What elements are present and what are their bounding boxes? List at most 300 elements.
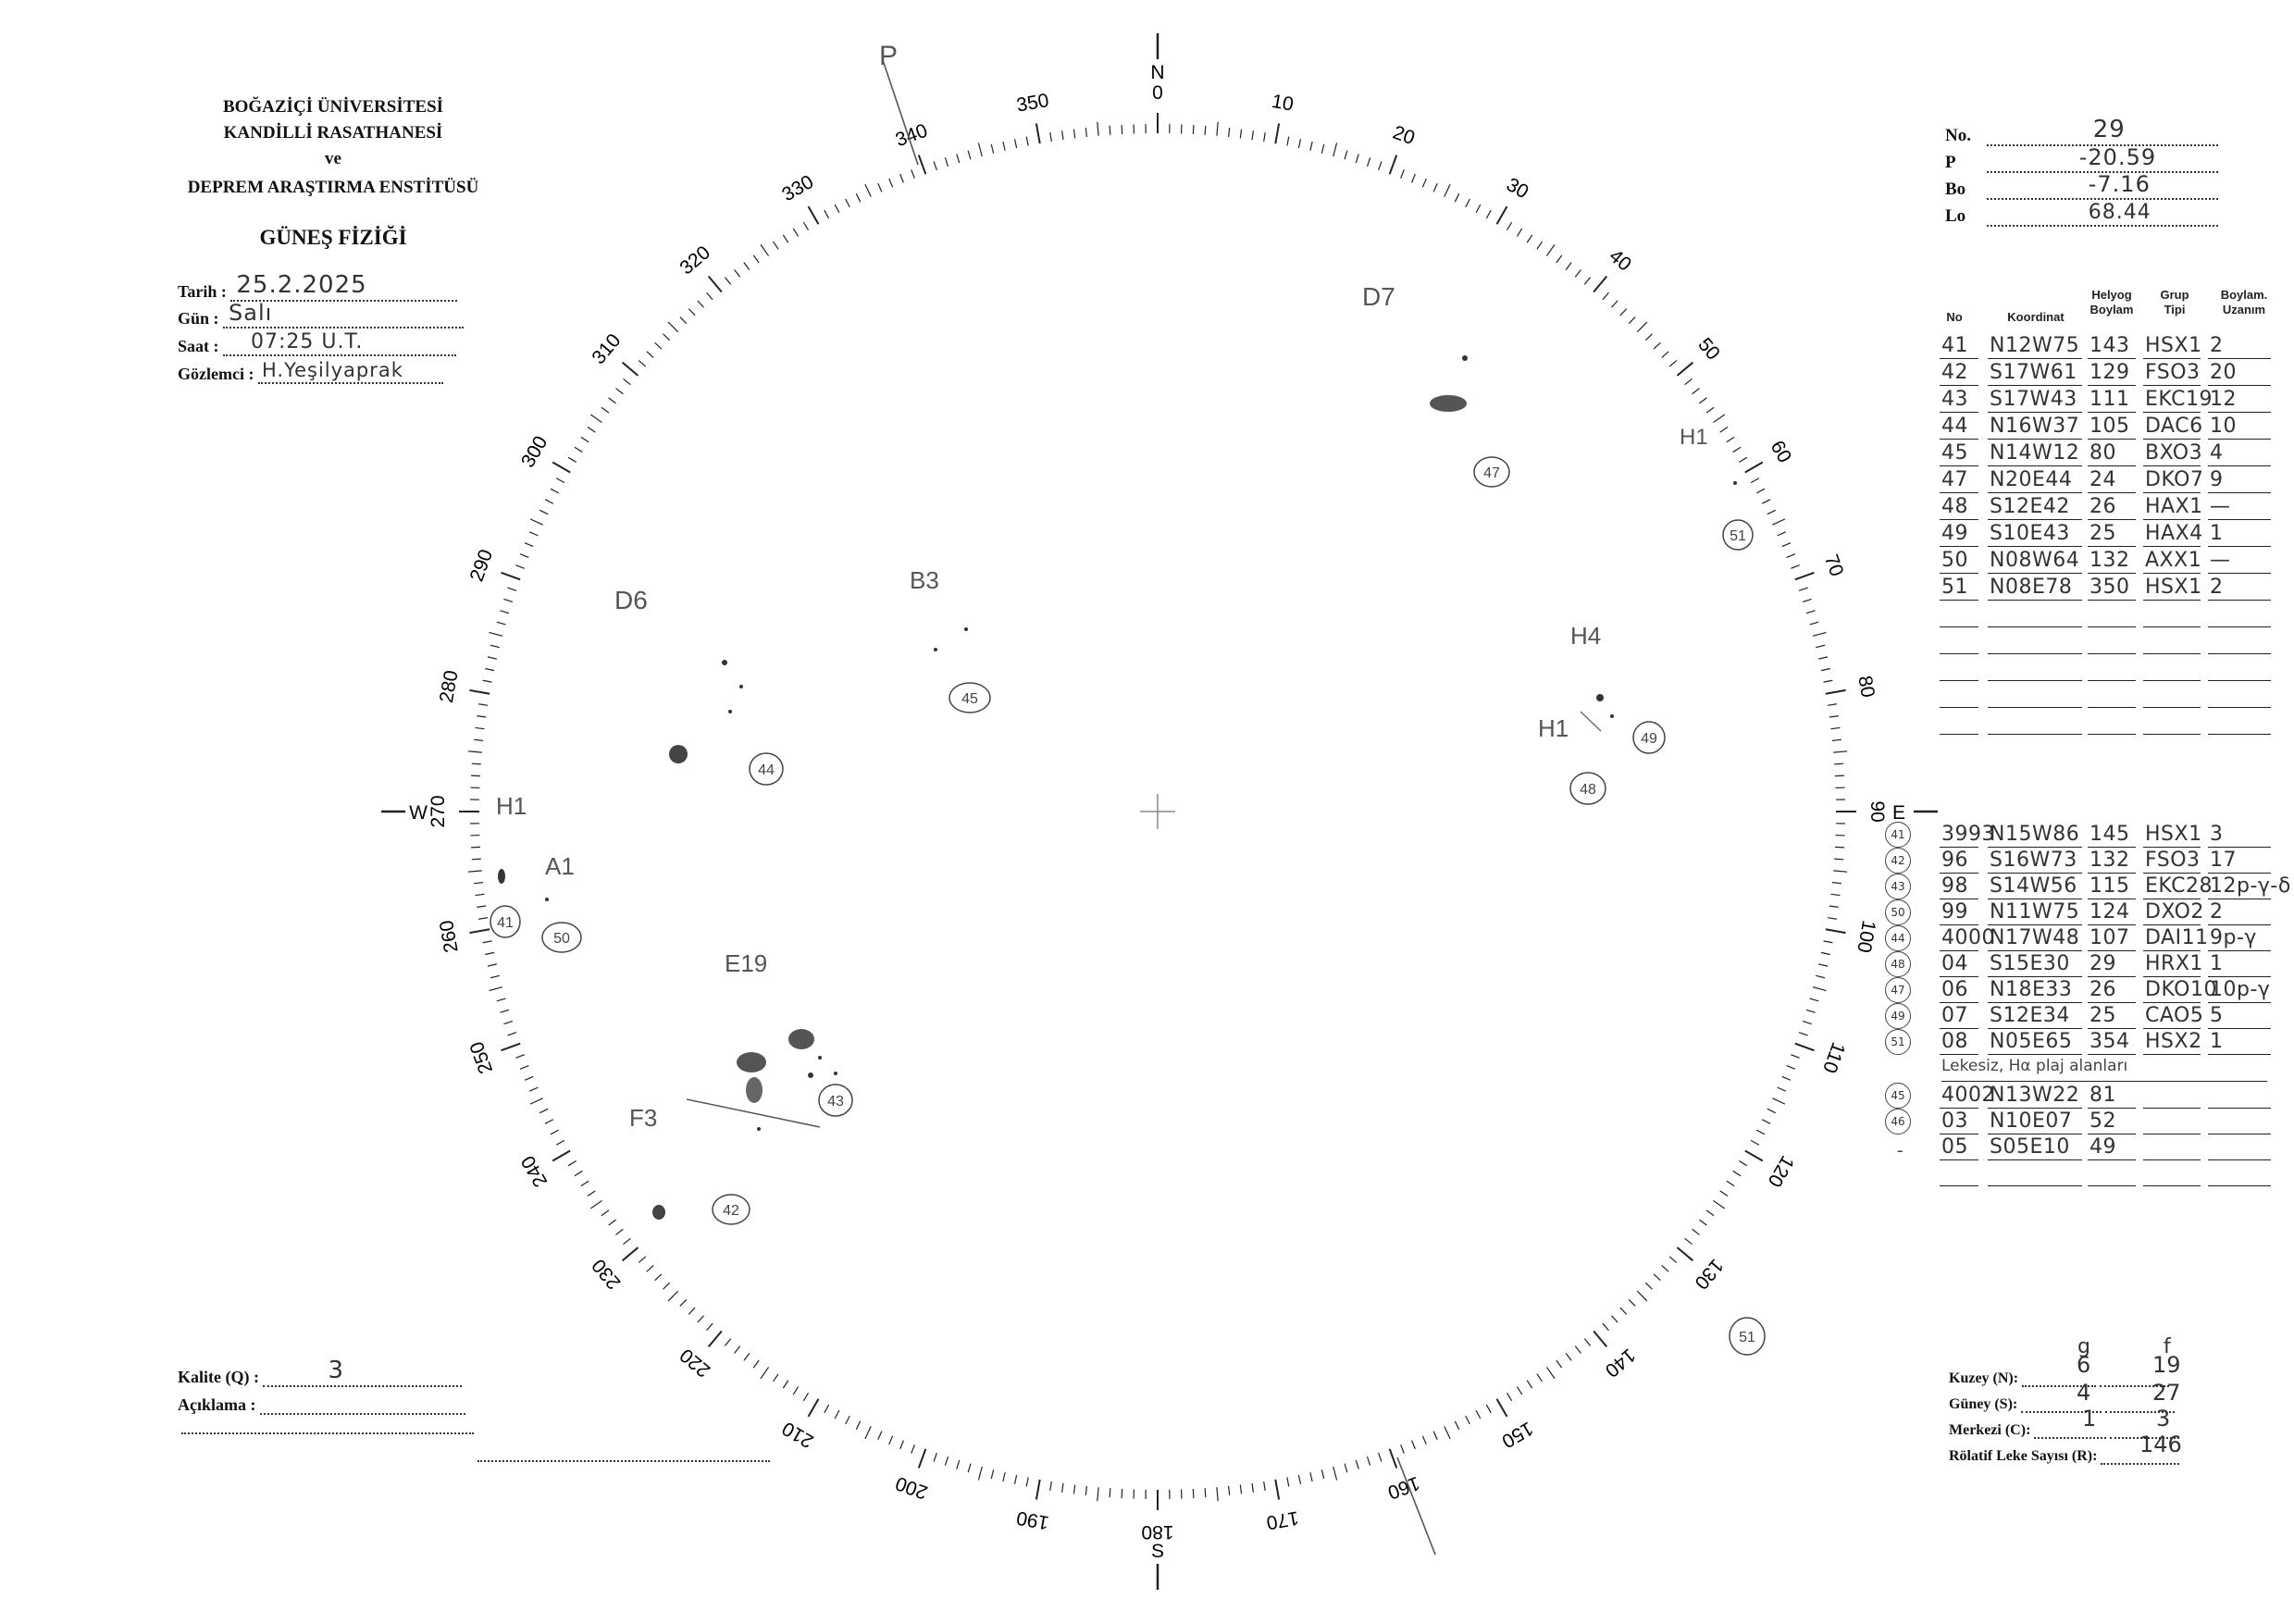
group-number-51-ne: 51 [1730, 528, 1746, 544]
table-cell-value: 49 [1941, 522, 1968, 545]
north-f-value: 19 [2152, 1352, 2181, 1378]
table-cell-value: 48 [1941, 495, 1968, 518]
degree-tick [568, 1161, 577, 1166]
degree-tick [1537, 242, 1543, 249]
degree-tick [825, 210, 829, 218]
degree-tick [581, 437, 589, 441]
degree-tick [1685, 378, 1693, 384]
degree-tick [835, 205, 839, 213]
table-cell-value: 99 [1941, 900, 1968, 924]
degree-tick [1645, 334, 1652, 341]
table-cell-value: 107 [2089, 926, 2130, 949]
degree-tick [1345, 1464, 1347, 1473]
group-number-circles [490, 457, 1765, 1355]
table-cell-value: N08E78 [1990, 576, 2073, 599]
degree-tick [900, 1441, 904, 1449]
degree-tick [1240, 1485, 1241, 1494]
degree-tick [520, 1066, 528, 1070]
degree-tick [978, 1467, 982, 1480]
degree-tick [688, 309, 695, 316]
table-cell-value: 26 [2089, 495, 2116, 518]
degree-tick [1497, 1399, 1507, 1417]
degree-tick [1833, 871, 1847, 872]
degree-tick [1826, 690, 1846, 694]
table-cell-value: 03 [1941, 1110, 1968, 1133]
table-cell-value: 06 [1941, 978, 1968, 1001]
degree-tick [616, 1229, 624, 1234]
degree-label: 290 [465, 546, 498, 585]
degree-tick [1556, 255, 1562, 263]
label-h1-e: H1 [1538, 714, 1569, 742]
table-cell-value: 4000 [1941, 926, 1995, 949]
degree-tick [1828, 704, 1837, 706]
table-cell-value: S17W43 [1990, 388, 2077, 411]
degree-tick [1828, 918, 1837, 920]
degree-tick [1422, 179, 1426, 187]
sunspot-group-50 [545, 898, 549, 901]
table-cell-value: 07 [1941, 1004, 1968, 1027]
degree-tick [590, 1200, 601, 1209]
degree-tick [783, 1381, 787, 1388]
table-cell-value: 354 [2089, 1030, 2130, 1053]
sunspot-group-41 [498, 869, 505, 884]
table-cell-value: 96 [1941, 849, 1968, 872]
table-cell-value: 9p-γ [2210, 926, 2257, 949]
degree-tick [1831, 894, 1841, 895]
label-h1-ne: H1 [1680, 425, 1708, 450]
degree-tick [1803, 599, 1812, 601]
degree-tick [1593, 277, 1606, 292]
degree-tick [1806, 1010, 1816, 1012]
comment-label: Açıklama : [178, 1395, 256, 1414]
degree-tick [1834, 763, 1843, 764]
degree-tick [1799, 588, 1807, 590]
degree-tick [609, 1220, 616, 1225]
degree-tick [1678, 1247, 1693, 1260]
degree-tick [556, 1140, 564, 1145]
degree-tick [1466, 1416, 1470, 1424]
degree-label: 160 [1384, 1471, 1423, 1504]
label-e19: E19 [725, 949, 768, 977]
degree-tick [744, 263, 750, 270]
table-cell-value: N13W22 [1990, 1084, 2080, 1107]
table-cell-value: S12E42 [1990, 495, 2070, 518]
sunspot-dot [834, 1072, 837, 1075]
degree-tick [1264, 132, 1266, 142]
table-cell-value: N12W75 [1990, 334, 2080, 357]
p-value: -20.59 [2078, 144, 2157, 170]
degree-tick [1433, 183, 1437, 192]
degree-tick [1745, 1151, 1763, 1161]
degree-tick [1546, 1367, 1555, 1378]
east-letter: E [1891, 802, 1906, 824]
observer-value: H.Yeşilyaprak [261, 359, 403, 381]
degree-tick [1275, 1480, 1279, 1500]
degree-tick [1566, 263, 1571, 270]
degree-tick [793, 229, 798, 236]
degree-tick [835, 1410, 839, 1419]
degree-tick [502, 1044, 521, 1051]
group-number-47: 47 [1483, 465, 1500, 481]
bo-label: Bo [1945, 180, 1966, 199]
degree-tick [1685, 1238, 1693, 1244]
table-cell-value: 2 [2210, 334, 2224, 357]
north-letter: N [1150, 62, 1165, 83]
degree-tick [469, 690, 490, 694]
degree-tick [1745, 463, 1763, 473]
degree-tick [476, 894, 485, 895]
table-cell-value: 26 [2089, 978, 2116, 1001]
degree-tick [1085, 128, 1086, 137]
degree-tick [1713, 1200, 1724, 1209]
table-cell-value: 81 [2089, 1084, 2116, 1107]
degree-tick [588, 428, 595, 433]
degree-tick [489, 987, 502, 991]
degree-tick [668, 1291, 678, 1301]
sunspot-group-43b [737, 1052, 766, 1072]
degree-label: 140 [1600, 1344, 1640, 1382]
degree-tick [601, 407, 609, 413]
degree-tick [761, 244, 769, 255]
degree-tick [698, 1316, 704, 1322]
table-cell-value: 10 [2210, 415, 2237, 438]
col-header-group-type: Grup Tipi [2160, 288, 2189, 316]
degree-tick [1368, 157, 1370, 167]
degree-tick [1645, 1283, 1652, 1289]
table-cell-value: 3 [2210, 823, 2224, 846]
table-cell-value: 12p-γ-δ [2210, 874, 2291, 898]
table-cell-value: EKC19 [2145, 388, 2213, 411]
degree-tick [1036, 123, 1040, 143]
table-cell-value: 115 [2089, 874, 2130, 898]
degree-tick [552, 463, 570, 473]
degree-tick [1831, 727, 1841, 728]
table-cell-value: N05E65 [1990, 1030, 2073, 1053]
table-cell-value: 25 [2089, 1004, 2116, 1027]
degree-tick [1824, 680, 1833, 682]
sunspot-dot [1462, 355, 1468, 361]
degree-tick [945, 1457, 948, 1466]
degree-tick [530, 519, 543, 525]
degree-tick [1791, 565, 1799, 569]
degree-tick [520, 554, 528, 558]
degree-tick [623, 1247, 639, 1260]
degree-tick [911, 169, 915, 178]
table-cell-value: 9 [2210, 468, 2224, 491]
table-cell-value: CAO5 [2145, 1004, 2204, 1027]
degree-tick [1720, 428, 1728, 433]
table-cell-value: — [2210, 549, 2231, 572]
degree-tick [865, 184, 871, 197]
degree-tick [919, 1449, 926, 1469]
degree-tick [1620, 1308, 1627, 1314]
degree-tick [529, 532, 538, 536]
degree-tick [477, 906, 486, 907]
degree-tick [1379, 161, 1382, 169]
degree-tick [968, 151, 971, 160]
conjunction: ve [325, 149, 341, 168]
g-header: g [2077, 1335, 2090, 1358]
degree-tick [1720, 1191, 1728, 1196]
label-b3: B3 [910, 566, 939, 594]
degree-tick [1733, 1171, 1741, 1175]
relative-number-label: Rölatif Leke Sayısı (R): [1949, 1448, 2098, 1464]
degree-tick [1546, 244, 1555, 255]
plage-row-dash: - [1897, 1140, 1903, 1160]
sunspot-dot [808, 1072, 813, 1078]
degree-tick [878, 183, 882, 192]
degree-label: 220 [676, 1344, 715, 1382]
south-f-value: 27 [2152, 1380, 2181, 1406]
group-number-42: 42 [723, 1203, 739, 1219]
degree-tick [1669, 1257, 1677, 1263]
degree-label: 110 [1818, 1039, 1850, 1076]
degree-tick [1816, 975, 1825, 977]
degree-tick [663, 1283, 670, 1289]
group-number-50: 50 [553, 931, 570, 947]
degree-tick [1050, 132, 1052, 142]
table-cell-value: 08 [1941, 1030, 1968, 1053]
degree-tick [1834, 859, 1843, 860]
degree-tick [1466, 199, 1470, 207]
degree-tick [1733, 447, 1741, 452]
degree-tick [1629, 1299, 1635, 1306]
degree-tick [1217, 1487, 1218, 1501]
degree-tick [1575, 270, 1581, 278]
degree-tick [1073, 130, 1074, 139]
table-cell-value: N17W48 [1990, 926, 2080, 949]
degree-tick [1727, 437, 1734, 441]
table-cell-value: N16W37 [1990, 415, 2080, 438]
table-cell-value: 50 [1941, 549, 1968, 572]
degree-tick [485, 952, 494, 954]
degree-tick [1829, 716, 1839, 717]
lo-label: Lo [1945, 206, 1966, 226]
degree-tick [1310, 1472, 1312, 1481]
degree-tick [1767, 1109, 1776, 1112]
group-ref-circle: 45 [1885, 1083, 1911, 1109]
south-label: Güney (S): [1949, 1396, 2018, 1412]
table-cell-value: AXX1 [2145, 549, 2202, 572]
degree-tick [809, 1399, 819, 1417]
table-cell-value: S14W56 [1990, 874, 2077, 898]
degree-label: 20 [1390, 121, 1418, 150]
degree-tick [1333, 143, 1337, 155]
degree-tick [471, 775, 480, 776]
degree-tick [489, 632, 502, 636]
degree-tick [500, 1010, 509, 1012]
table-cell-value: 124 [2089, 900, 2130, 924]
degree-tick [1476, 205, 1481, 213]
south-degree: 180 [1141, 1521, 1174, 1543]
quality-value: 3 [328, 1357, 345, 1384]
table-cell-value: DXO2 [2145, 900, 2204, 924]
group-class-labels [496, 282, 1708, 1132]
group-ref-circle: 50 [1885, 899, 1911, 925]
degree-tick [978, 143, 982, 155]
group-ref-circle: 48 [1885, 951, 1911, 977]
group-number-51-se: 51 [1739, 1330, 1755, 1345]
degree-tick [1756, 1130, 1765, 1134]
table-cell-value: DKO7 [2145, 468, 2204, 491]
degree-tick [1829, 906, 1839, 907]
degree-tick [552, 1151, 570, 1161]
section-title: GÜNEŞ FİZİĞİ [259, 226, 407, 249]
group-49-axis-line [1581, 712, 1601, 731]
table-cell-value: 49 [2089, 1135, 2116, 1159]
degree-tick [1787, 1066, 1795, 1070]
degree-tick [1507, 222, 1512, 230]
sunspot-dot [964, 627, 968, 631]
degree-tick [991, 144, 993, 154]
table-cell-value: 05 [1941, 1135, 1968, 1159]
table-cell-value: HSX2 [2145, 1030, 2202, 1053]
degree-tick [1287, 1478, 1289, 1487]
group-number-48: 48 [1580, 782, 1596, 798]
degree-tick [1813, 987, 1826, 991]
degree-tick [503, 1022, 513, 1024]
degree-label: 190 [1014, 1506, 1051, 1534]
degree-tick [500, 611, 509, 614]
degree-tick [581, 1181, 589, 1185]
sunspot-dot [1733, 481, 1737, 485]
degree-tick [639, 1257, 646, 1263]
degree-tick [1762, 500, 1770, 504]
degree-tick [1264, 1481, 1266, 1491]
degree-tick [1803, 1022, 1812, 1024]
degree-tick [725, 278, 730, 285]
degree-tick [507, 588, 515, 590]
degree-label: 50 [1693, 333, 1724, 365]
degree-tick [647, 352, 653, 358]
plage-note-text: Lekesiz, Hα plaj alanları [1941, 1057, 2128, 1075]
degree-tick [551, 489, 559, 493]
table-cell-value: S05E10 [1990, 1135, 2070, 1159]
table-cell-value: DAI11 [2145, 926, 2209, 949]
table-cell-value: 111 [2089, 388, 2130, 411]
degree-tick [468, 751, 482, 752]
sunspot-group-43a [788, 1029, 814, 1049]
degree-tick [680, 1299, 687, 1306]
degree-tick [1603, 292, 1609, 300]
degree-tick [1401, 1444, 1405, 1453]
table-cell-value: 350 [2089, 576, 2130, 599]
degree-tick [1782, 543, 1791, 547]
degree-tick [688, 1308, 695, 1314]
sunspot-group-43c [746, 1077, 763, 1103]
degree-tick [1791, 1055, 1799, 1059]
group-ref-circle: 46 [1885, 1109, 1911, 1134]
degree-tick [1445, 184, 1450, 197]
label-a1: A1 [545, 852, 575, 880]
degree-tick [1787, 554, 1795, 558]
degree-label: 280 [435, 668, 463, 705]
degree-tick [1252, 1483, 1253, 1493]
degree-tick [530, 1098, 543, 1104]
degree-tick [488, 964, 497, 966]
south-g-value: 4 [2077, 1380, 2091, 1406]
label-h4: H4 [1570, 622, 1602, 650]
group-43-axis-line [687, 1099, 820, 1127]
degree-tick [1062, 1483, 1063, 1493]
table-cell-value: 132 [2089, 849, 2130, 872]
degree-tick [1832, 739, 1841, 740]
degree-tick [1669, 361, 1677, 367]
degree-tick [1584, 1339, 1590, 1346]
degree-tick [1026, 1478, 1028, 1487]
degree-tick [1818, 657, 1828, 659]
degree-tick [655, 1274, 662, 1281]
degree-tick [707, 1323, 713, 1331]
date-value: 25.2.2025 [236, 271, 367, 299]
degree-tick [490, 975, 500, 977]
degree-tick [735, 1346, 740, 1354]
group-number-43: 43 [827, 1094, 844, 1110]
degree-tick [1036, 1480, 1040, 1500]
group-number-44: 44 [758, 762, 775, 778]
degree-tick [1476, 1410, 1481, 1419]
degree-tick [647, 1265, 653, 1271]
degree-tick [478, 918, 488, 920]
degree-tick [469, 929, 490, 933]
day-label: Gün : [178, 309, 219, 328]
degree-tick [1205, 126, 1206, 135]
degree-label: 150 [1497, 1417, 1537, 1453]
table-cell-value: 29 [2089, 952, 2116, 975]
degree-tick [1584, 278, 1590, 285]
degree-tick [1593, 1332, 1606, 1347]
degree-tick [1445, 1426, 1450, 1439]
degree-tick [889, 1436, 893, 1444]
table-cell-value: HSX1 [2145, 576, 2202, 599]
degree-label: 100 [1853, 918, 1880, 955]
sunspot-dot [739, 685, 743, 688]
degree-tick [1497, 206, 1507, 224]
table-cell-value: EKC28 [2145, 874, 2213, 898]
table-cell-value: 143 [2089, 334, 2130, 357]
table-cell-value: 17 [2210, 849, 2237, 872]
time-label: Saat : [178, 337, 219, 355]
degree-tick [624, 1238, 631, 1244]
sunspot-group-44 [669, 745, 688, 763]
observatory-name: KANDİLLİ RASATHANESİ [223, 123, 443, 143]
degree-tick [846, 199, 850, 207]
degree-tick [468, 871, 482, 872]
degree-tick [1772, 1098, 1785, 1104]
table-cell-value: 24 [2089, 468, 2116, 491]
sunspot-group-49 [1596, 694, 1604, 701]
degree-tick [575, 447, 582, 452]
table-cell-value: 43 [1941, 388, 1968, 411]
table-cell-value: N20E44 [1990, 468, 2073, 491]
degree-tick [1693, 1229, 1700, 1234]
degree-tick [1275, 123, 1279, 143]
no-label: No. [1945, 126, 1971, 145]
table-cell-value: S12E34 [1990, 1004, 2070, 1027]
group-ref-circle: 41 [1885, 822, 1911, 848]
degree-tick [1390, 1449, 1397, 1469]
table-cell-value: 80 [2089, 441, 2116, 465]
degree-label: 230 [588, 1254, 626, 1294]
group-ref-circle: 51 [1885, 1029, 1911, 1055]
degree-tick [1821, 952, 1830, 954]
degree-label: 350 [1014, 89, 1051, 117]
degree-tick [744, 1353, 750, 1360]
degree-label: 90 [1866, 800, 1888, 823]
bo-value: -7.16 [2088, 171, 2151, 197]
degree-tick [1321, 1469, 1323, 1479]
degree-label: 340 [892, 119, 931, 152]
